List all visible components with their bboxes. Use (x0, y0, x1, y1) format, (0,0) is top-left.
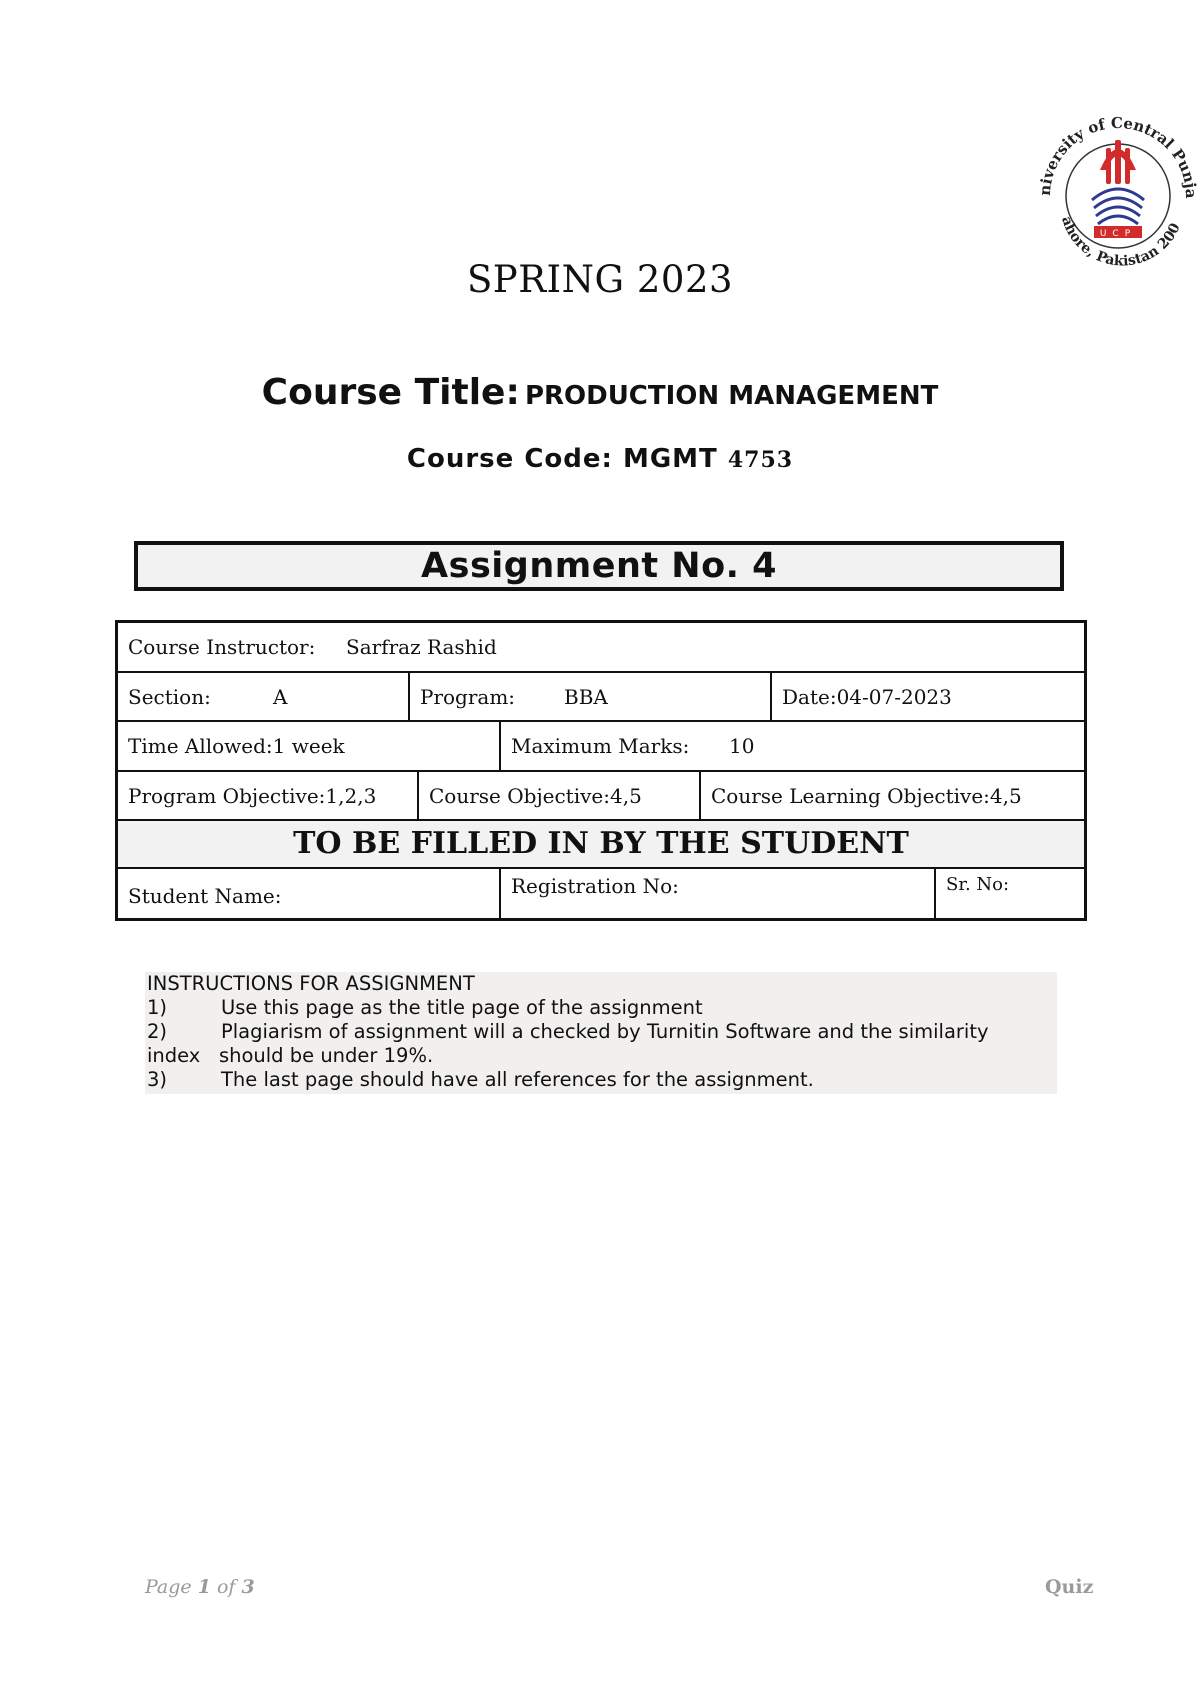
course-title-value: PRODUCTION MANAGEMENT (524, 381, 939, 411)
date-value: Date:04-07-2023 (782, 685, 952, 709)
course-learning-objective-cell (699, 772, 1084, 819)
page-of: of (210, 1576, 242, 1598)
registration-no-cell[interactable] (499, 869, 934, 918)
program-value: BBA (564, 685, 608, 709)
course-code-value: 4753 (727, 447, 794, 473)
instructions-block (145, 972, 1057, 1094)
max-marks-cell (499, 722, 1084, 770)
instructor-label: Course Instructor: (128, 635, 316, 659)
course-title-label: Course Title: (261, 372, 520, 413)
program-objective: Program Objective:1,2,3 (128, 784, 377, 808)
page-current: 1 (197, 1576, 211, 1598)
instructor-cell (118, 623, 1084, 671)
sr-no-label: Sr. No: (946, 874, 1010, 895)
page-total: 3 (241, 1576, 255, 1598)
page-prefix: Page (145, 1576, 198, 1598)
instruction-text: The last page should have all references for the assignment. (221, 1068, 814, 1091)
max-marks-value: 10 (729, 734, 755, 758)
seal-letters: UCP (1099, 229, 1137, 239)
instruction-number: 3) (147, 1068, 168, 1091)
course-code (0, 444, 1200, 474)
section-label: Section: (128, 685, 211, 709)
instruction-item (147, 1020, 1055, 1044)
student-name-label: Student Name: (128, 884, 282, 908)
time-allowed-cell (118, 722, 499, 770)
course-learning-objective: Course Learning Objective:4,5 (711, 784, 1022, 808)
time-allowed: Time Allowed:1 week (128, 734, 345, 758)
instruction-text: Plagiarism of assignment will a checked by Turnitin Software and the similarity (221, 1020, 989, 1043)
student-header-row: TO BE FILLED IN BY THE STUDENT (118, 821, 1084, 869)
program-label: Program: (420, 685, 516, 709)
student-name-cell[interactable] (118, 869, 499, 918)
page-number (145, 1576, 255, 1598)
section-value: A (273, 685, 288, 709)
course-title (0, 372, 1200, 413)
instructor-value: Sarfraz Rashid (346, 635, 497, 659)
instruction-text: Use this page as the title page of the assignment (221, 996, 703, 1019)
instruction-item (147, 996, 1055, 1020)
course-info-table (115, 620, 1087, 921)
seal-bottom-text: ahore, Pakistan 200 (1058, 214, 1184, 270)
assignment-title: Assignment No. 4 (134, 541, 1064, 591)
document-type: Quiz (1045, 1576, 1094, 1598)
program-cell (408, 673, 770, 720)
instructor-row (118, 623, 1084, 673)
date-cell (770, 673, 1084, 720)
semester-title: SPRING 2023 (466, 258, 734, 301)
course-code-label: Course Code: MGMT (406, 444, 718, 474)
instruction-number: 1) (147, 996, 168, 1019)
seal-top-text: niversity of Central Punja (1035, 113, 1200, 199)
time-row (118, 722, 1084, 772)
instruction-item (147, 1068, 1055, 1092)
section-cell (118, 673, 408, 720)
course-objective: Course Objective:4,5 (429, 784, 642, 808)
course-objective-cell (417, 772, 699, 819)
instruction-continuation: index should be under 19%. (147, 1044, 434, 1067)
program-objective-cell (118, 772, 417, 819)
instruction-number: 2) (147, 1020, 168, 1043)
section-row (118, 673, 1084, 722)
registration-no-label: Registration No: (511, 874, 679, 898)
student-row (118, 869, 1084, 918)
sr-no-cell[interactable] (934, 869, 1084, 918)
max-marks-label: Maximum Marks: (511, 734, 690, 758)
objectives-row (118, 772, 1084, 821)
instructions-heading: INSTRUCTIONS FOR ASSIGNMENT (147, 972, 475, 995)
